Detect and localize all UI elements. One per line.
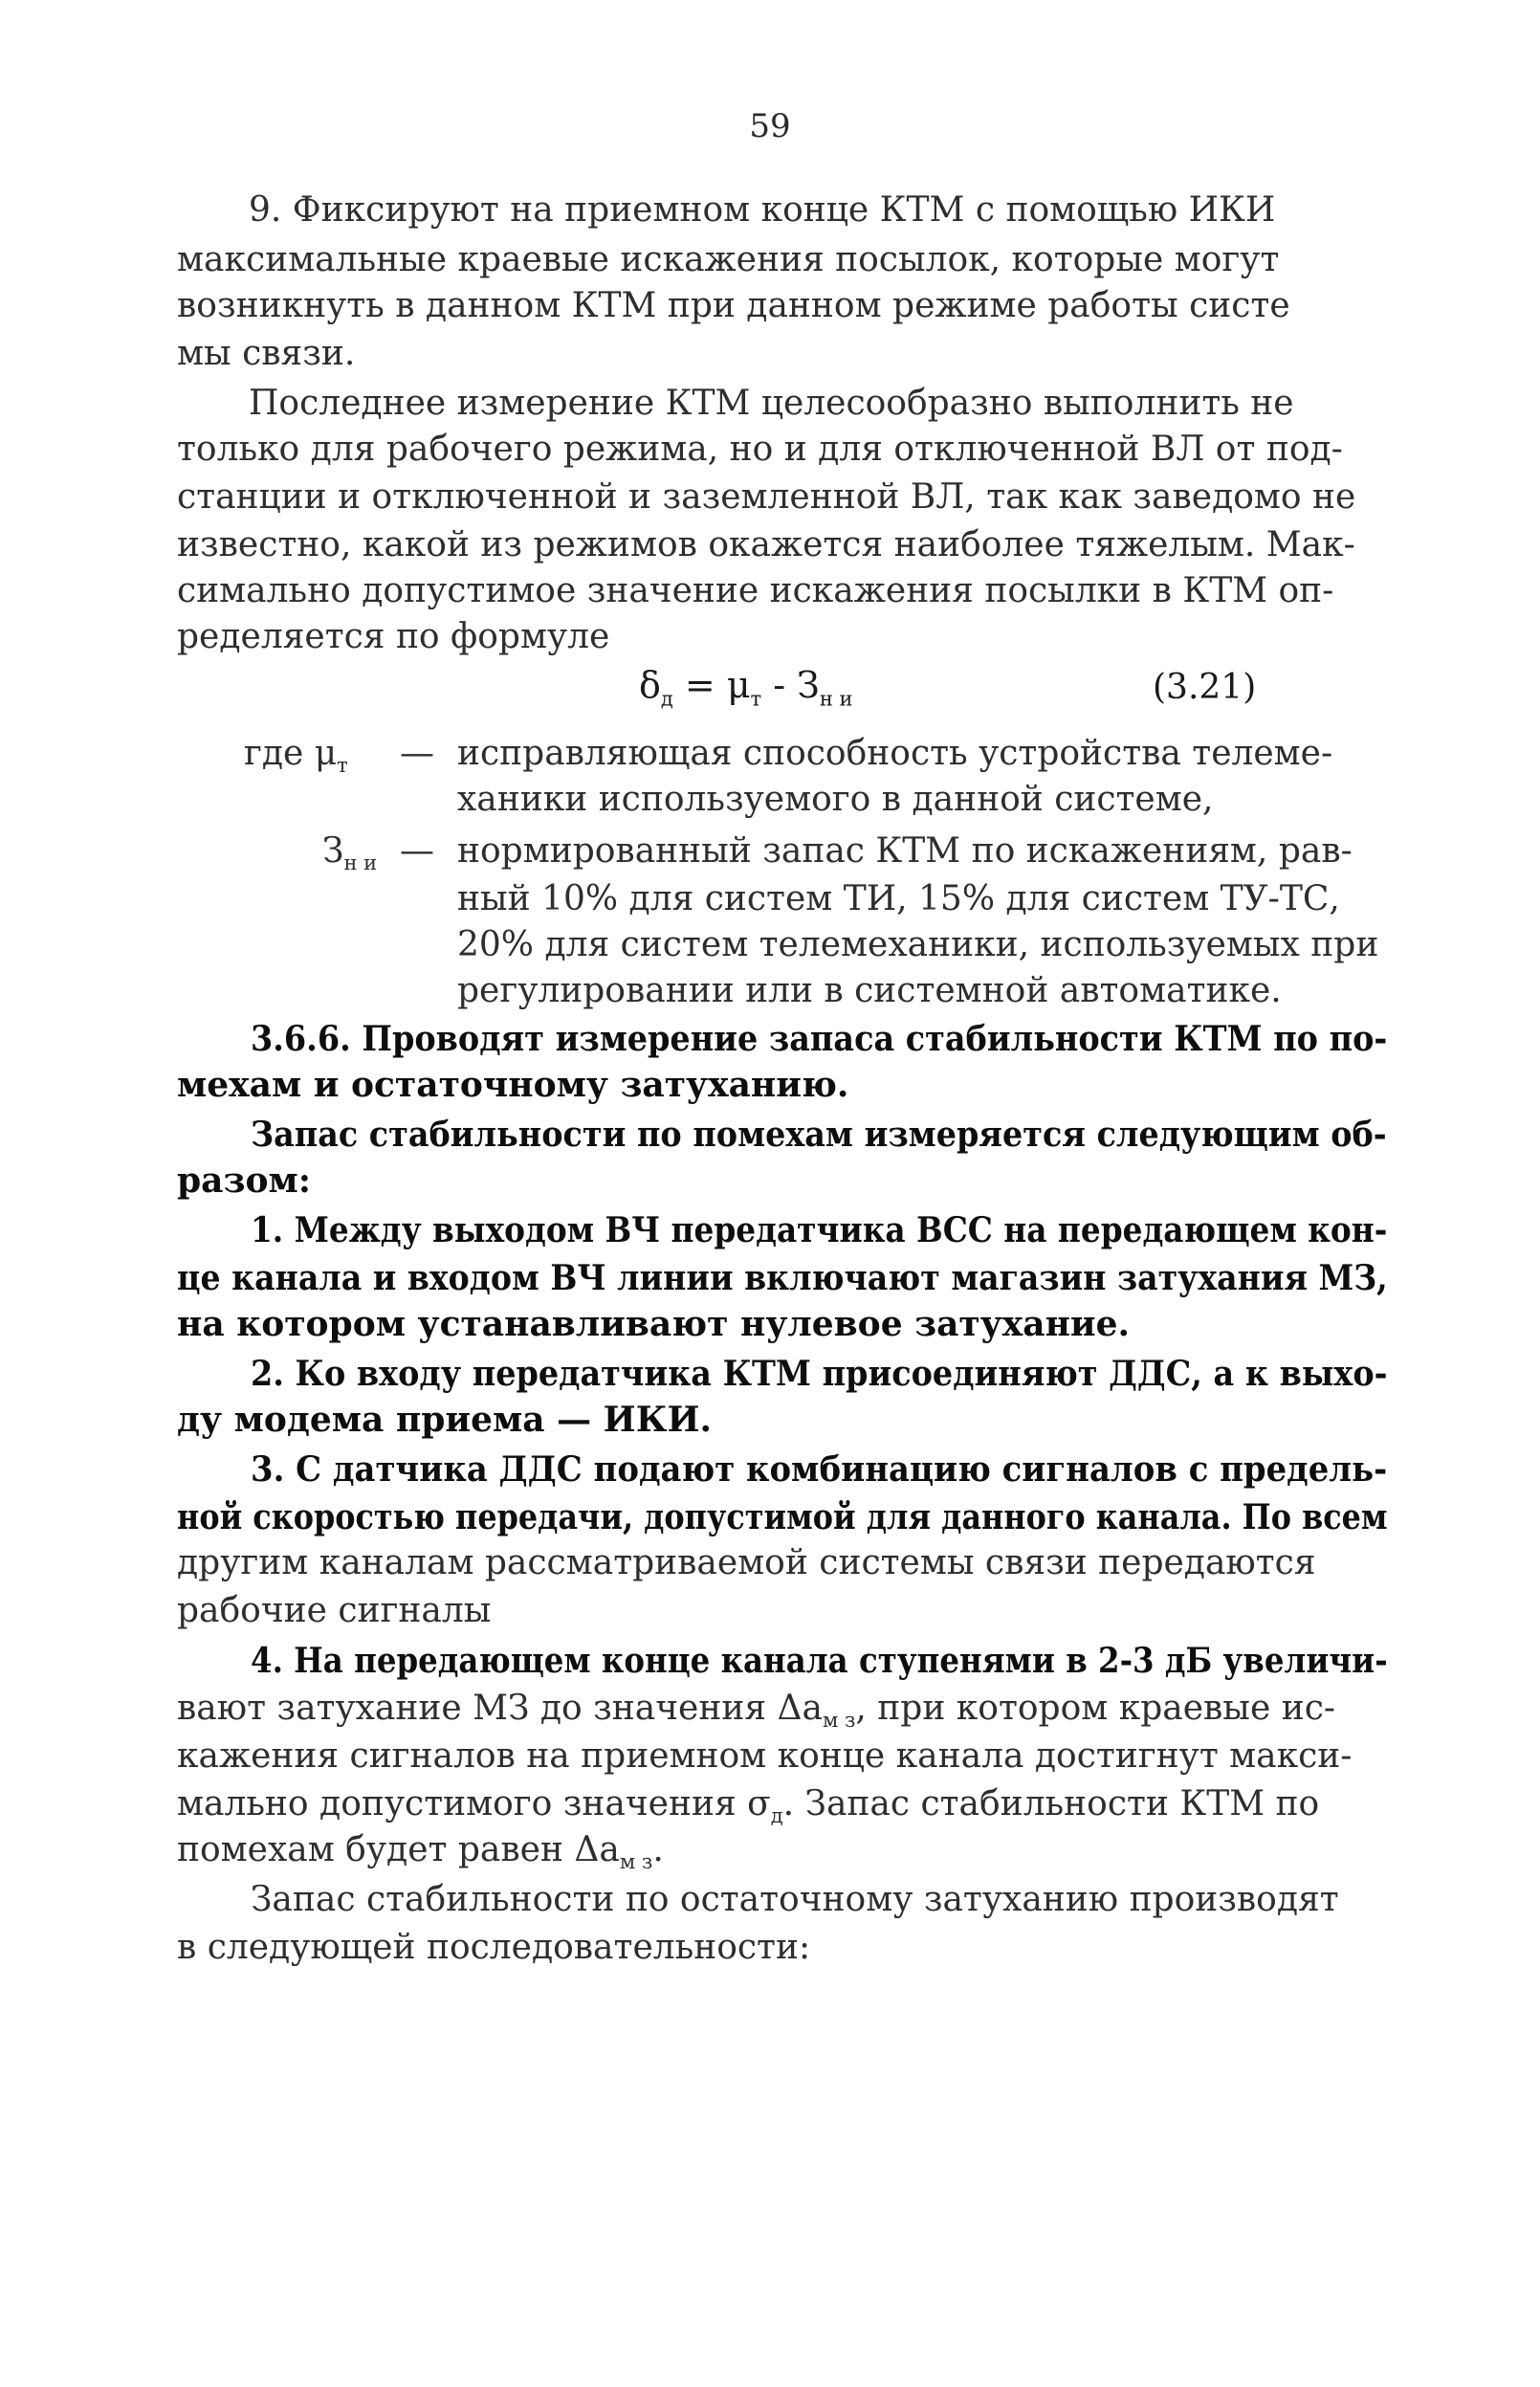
step-text: .	[652, 1830, 664, 1869]
step-line	[177, 1830, 664, 1874]
formula-mu-subscript: т	[750, 687, 762, 711]
item-9-line: 9. Фиксируют на приемном конце КТМ с помощью ИКИ	[249, 190, 1276, 230]
step-subscript: м з	[822, 1709, 856, 1733]
formula-minus-z: - З	[761, 664, 820, 706]
formula-equals-mu: = μ	[672, 664, 751, 706]
formula-z-subscript: н и	[819, 687, 853, 711]
definition-z-line: ный 10% для систем ТИ, 15% для систем ТУ-ТС,	[457, 879, 1340, 918]
paragraph-line: ределяется по формуле	[177, 617, 610, 656]
z-subscript: н и	[343, 851, 378, 875]
paragraph-line: станции и отключенной и заземленной ВЛ, так как заведомо не	[177, 477, 1356, 517]
step-line	[177, 1784, 1320, 1828]
step-text: вают затухание МЗ до значения Δa	[177, 1689, 823, 1728]
paragraph-line: известно, какой из режимов окажется наиболее тяжелым. Мак-	[177, 525, 1355, 564]
paragraph-line: только для рабочего режима, но и для отключенной ВЛ от под-	[177, 430, 1343, 469]
section-heading-line: 3.6.6. Проводят измерение запаса стабильности КТМ по по-	[251, 1019, 1388, 1059]
page-number: 59	[749, 107, 791, 145]
equation-number: (3.21)	[1153, 668, 1257, 707]
where-label: где μ	[244, 734, 338, 773]
step-line: 3. С датчика ДДС подают комбинацию сигналов с предель-	[251, 1449, 1388, 1490]
step-line: 4. На передающем конце канала ступенями в 2-3 дБ увеличи-	[251, 1641, 1388, 1681]
paragraph-line: разом:	[177, 1160, 312, 1201]
step-line: рабочие сигналы	[177, 1591, 492, 1630]
step-line: ной скоростью передачи, допустимой для данного канала. По всем	[177, 1497, 1388, 1537]
step-line	[177, 1691, 1335, 1731]
step-line: 2. Ко входу передатчика КТМ присоединяют ДДС, а к выхо-	[251, 1354, 1388, 1394]
z-symbol: З	[322, 831, 344, 871]
step-text: . Запас стабильности КТМ по	[782, 1784, 1320, 1823]
step-text: мально допустимого значения σ	[177, 1784, 771, 1823]
step-line: другим каналам рассматриваемой системы связи передаются	[177, 1543, 1316, 1582]
definition-z-symbol	[322, 831, 378, 875]
definition-dash: —	[400, 734, 434, 773]
where-mu-subscript: т	[337, 754, 348, 778]
definition-z-line: регулировании или в системной автоматике.	[457, 971, 1282, 1010]
step-line: ду модема приема — ИКИ.	[177, 1400, 712, 1440]
formula-delta: δ	[639, 664, 661, 706]
definition-mu-line: ханики используемого в данной системе,	[457, 780, 1214, 819]
paragraph-line: Запас стабильности по помехам измеряется следующим об-	[251, 1115, 1387, 1155]
step-text: , при котором краевые ис-	[855, 1689, 1336, 1728]
definition-z-line: нормированный запас КТМ по искажениям, рав-	[457, 831, 1353, 871]
paragraph-line: в следующей последовательности:	[177, 1928, 811, 1967]
item-9-line: максимальные краевые искажения посылок, которые могут	[177, 240, 1280, 279]
definition-where-mu	[244, 734, 348, 778]
step-subscript: д	[770, 1804, 783, 1828]
paragraph-line: Запас стабильности по остаточному затуханию производят	[251, 1880, 1339, 1919]
paragraph-line: Последнее измерение КТМ целесообразно выполнить не	[249, 384, 1294, 423]
formula-delta-subscript: д	[660, 687, 673, 711]
step-text: помехам будет равен Δa	[177, 1830, 620, 1869]
definition-z-line: 20% для систем телемеханики, используемых при	[457, 925, 1379, 964]
step-subscript: м з	[619, 1850, 653, 1874]
definition-mu-line: исправляющая способность устройства телеме-	[457, 734, 1333, 773]
step-line: це канала и входом ВЧ линии включают магазин затухания МЗ,	[177, 1258, 1388, 1298]
step-line: 1. Между выходом ВЧ передатчика ВСС на передающем кон-	[251, 1210, 1388, 1250]
item-9-line: мы связи.	[177, 334, 356, 373]
section-heading-line: мехам и остаточному затуханию.	[177, 1065, 849, 1105]
definition-dash: —	[400, 831, 434, 871]
step-line: на котором устанавливают нулевое затухание.	[177, 1304, 1131, 1344]
paragraph-line: симально допустимое значение искажения посылки в КТМ оп-	[177, 571, 1334, 610]
formula-3-21	[639, 664, 853, 711]
item-9-line: возникнуть в данном КТМ при данном режиме работы систе	[177, 286, 1290, 325]
step-line: кажения сигналов на приемном конце канала достигнут макси-	[177, 1736, 1353, 1776]
